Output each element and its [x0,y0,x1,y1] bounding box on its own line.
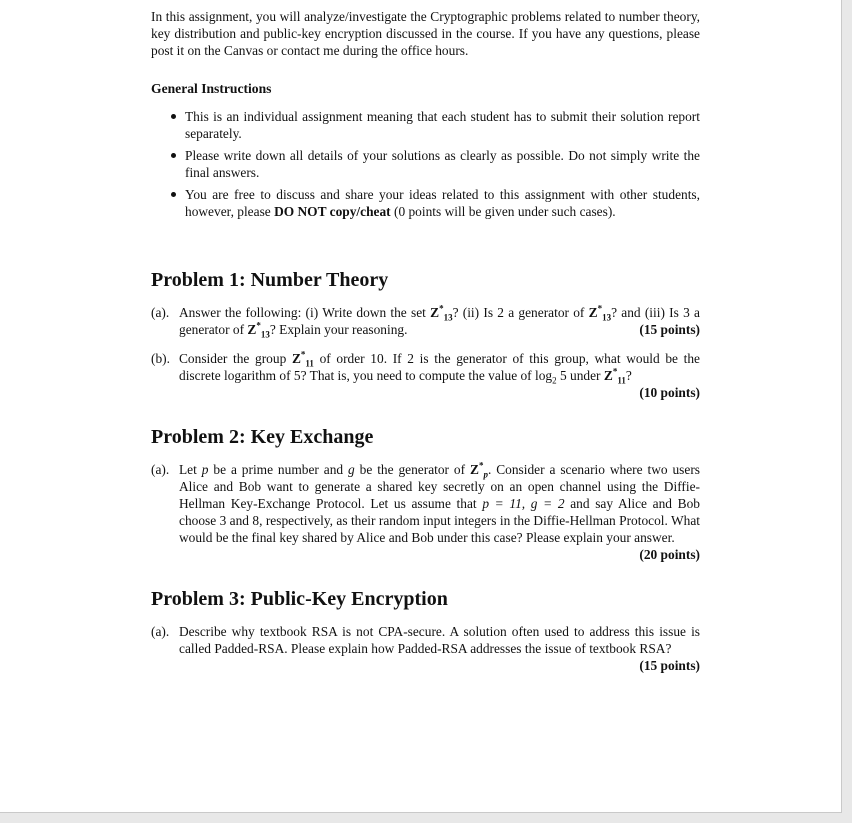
points-label: (15 points) [639,658,700,673]
bullet-icon [171,153,176,158]
points-label: (20 points) [639,547,700,562]
problem-1-title: Problem 1: Number Theory [151,269,389,291]
list-item: You are free to discuss and share your ideas related to this assignment with other students, however, please DO NOT copy/cheat (0 points will be given under such cases). [151,186,700,220]
part-label: (a). [151,305,170,320]
problem-3-title: Problem 3: Public-Key Encryption [151,588,448,610]
bullet-icon [171,114,176,119]
instructions-list [151,108,700,220]
part-label: (a). [151,624,170,639]
list-item: This is an individual assignment meaning that each student has to submit their solution report separately. [151,108,700,142]
math-zp: $Z^*_p$ [470,460,488,480]
problem-1b: (b). Consider the group $Z^*_{11}$ of order 10. If 2 is the generator of this group, what would be the discrete logarithm of 5? That is, you need to compute the value of $\log_2 5$ under $Z^*_{11}$? (10 points) [151,349,700,400]
math-z13: $Z^*_{13}$ [430,303,453,323]
bullet-icon [171,192,176,197]
math-z11: $Z^*_{11}$ [291,349,314,369]
math-z13: $Z^*_{13}$ [588,303,612,323]
math-z13: $Z^*_{13}$ [247,320,270,340]
math-z11: $Z^*_{11}$ [603,366,626,386]
emphasis-text: DO NOT copy/cheat [274,204,391,219]
part-label: (a). [151,462,170,477]
general-instructions-heading: General Instructions [151,81,272,96]
part-label: (b). [151,351,170,366]
problem-2a: (a). Let p be a prime number and g be the generator of $Z^*_p$. Consider a scenario where two users Alice and Bob want to generate a shared key secretly on an open channel using the Diffie-Hellman Key-Exchange Protocol. Let us assume that p = 11, g = 2 and say Alice and Bob choose 3 and 8, respectively, as their random input integers in the Diffie-Hellman Protocol. What would be the final key shared by Alice and Bob under this case? Please explain your answer. (20 points) [151,460,700,562]
problem-3a: (a). Describe why textbook RSA is not CPA-secure. A solution often used to address this issue is called Padded-RSA. Please explain how Padded-RSA addresses the issue of textbook RSA? (15 points) [151,624,700,673]
problem-1a: (a). Answer the following: (i) Write down the set $Z^*_{13}$? (ii) Is 2 a generator of $Z^*_{13}$? and (iii) Is 3 a generator of $Z^*_{13}$? Explain your reasoning. (15 points) [151,303,700,340]
intro-paragraph: In this assignment, you will analyze/investigate the Cryptographic problems related to number theory, key distribution and public-key encryption discussed in the course. If you have any questions, please post it on the Canvas or contact me during the office hours. [151,9,700,58]
points-label: (10 points) [639,385,700,400]
document-content [151,8,700,674]
problem-2-title: Problem 2: Key Exchange [151,426,374,448]
points-label: (15 points) [639,322,700,337]
list-item: Please write down all details of your solutions as clearly as possible. Do not simply write the final answers. [151,147,700,181]
